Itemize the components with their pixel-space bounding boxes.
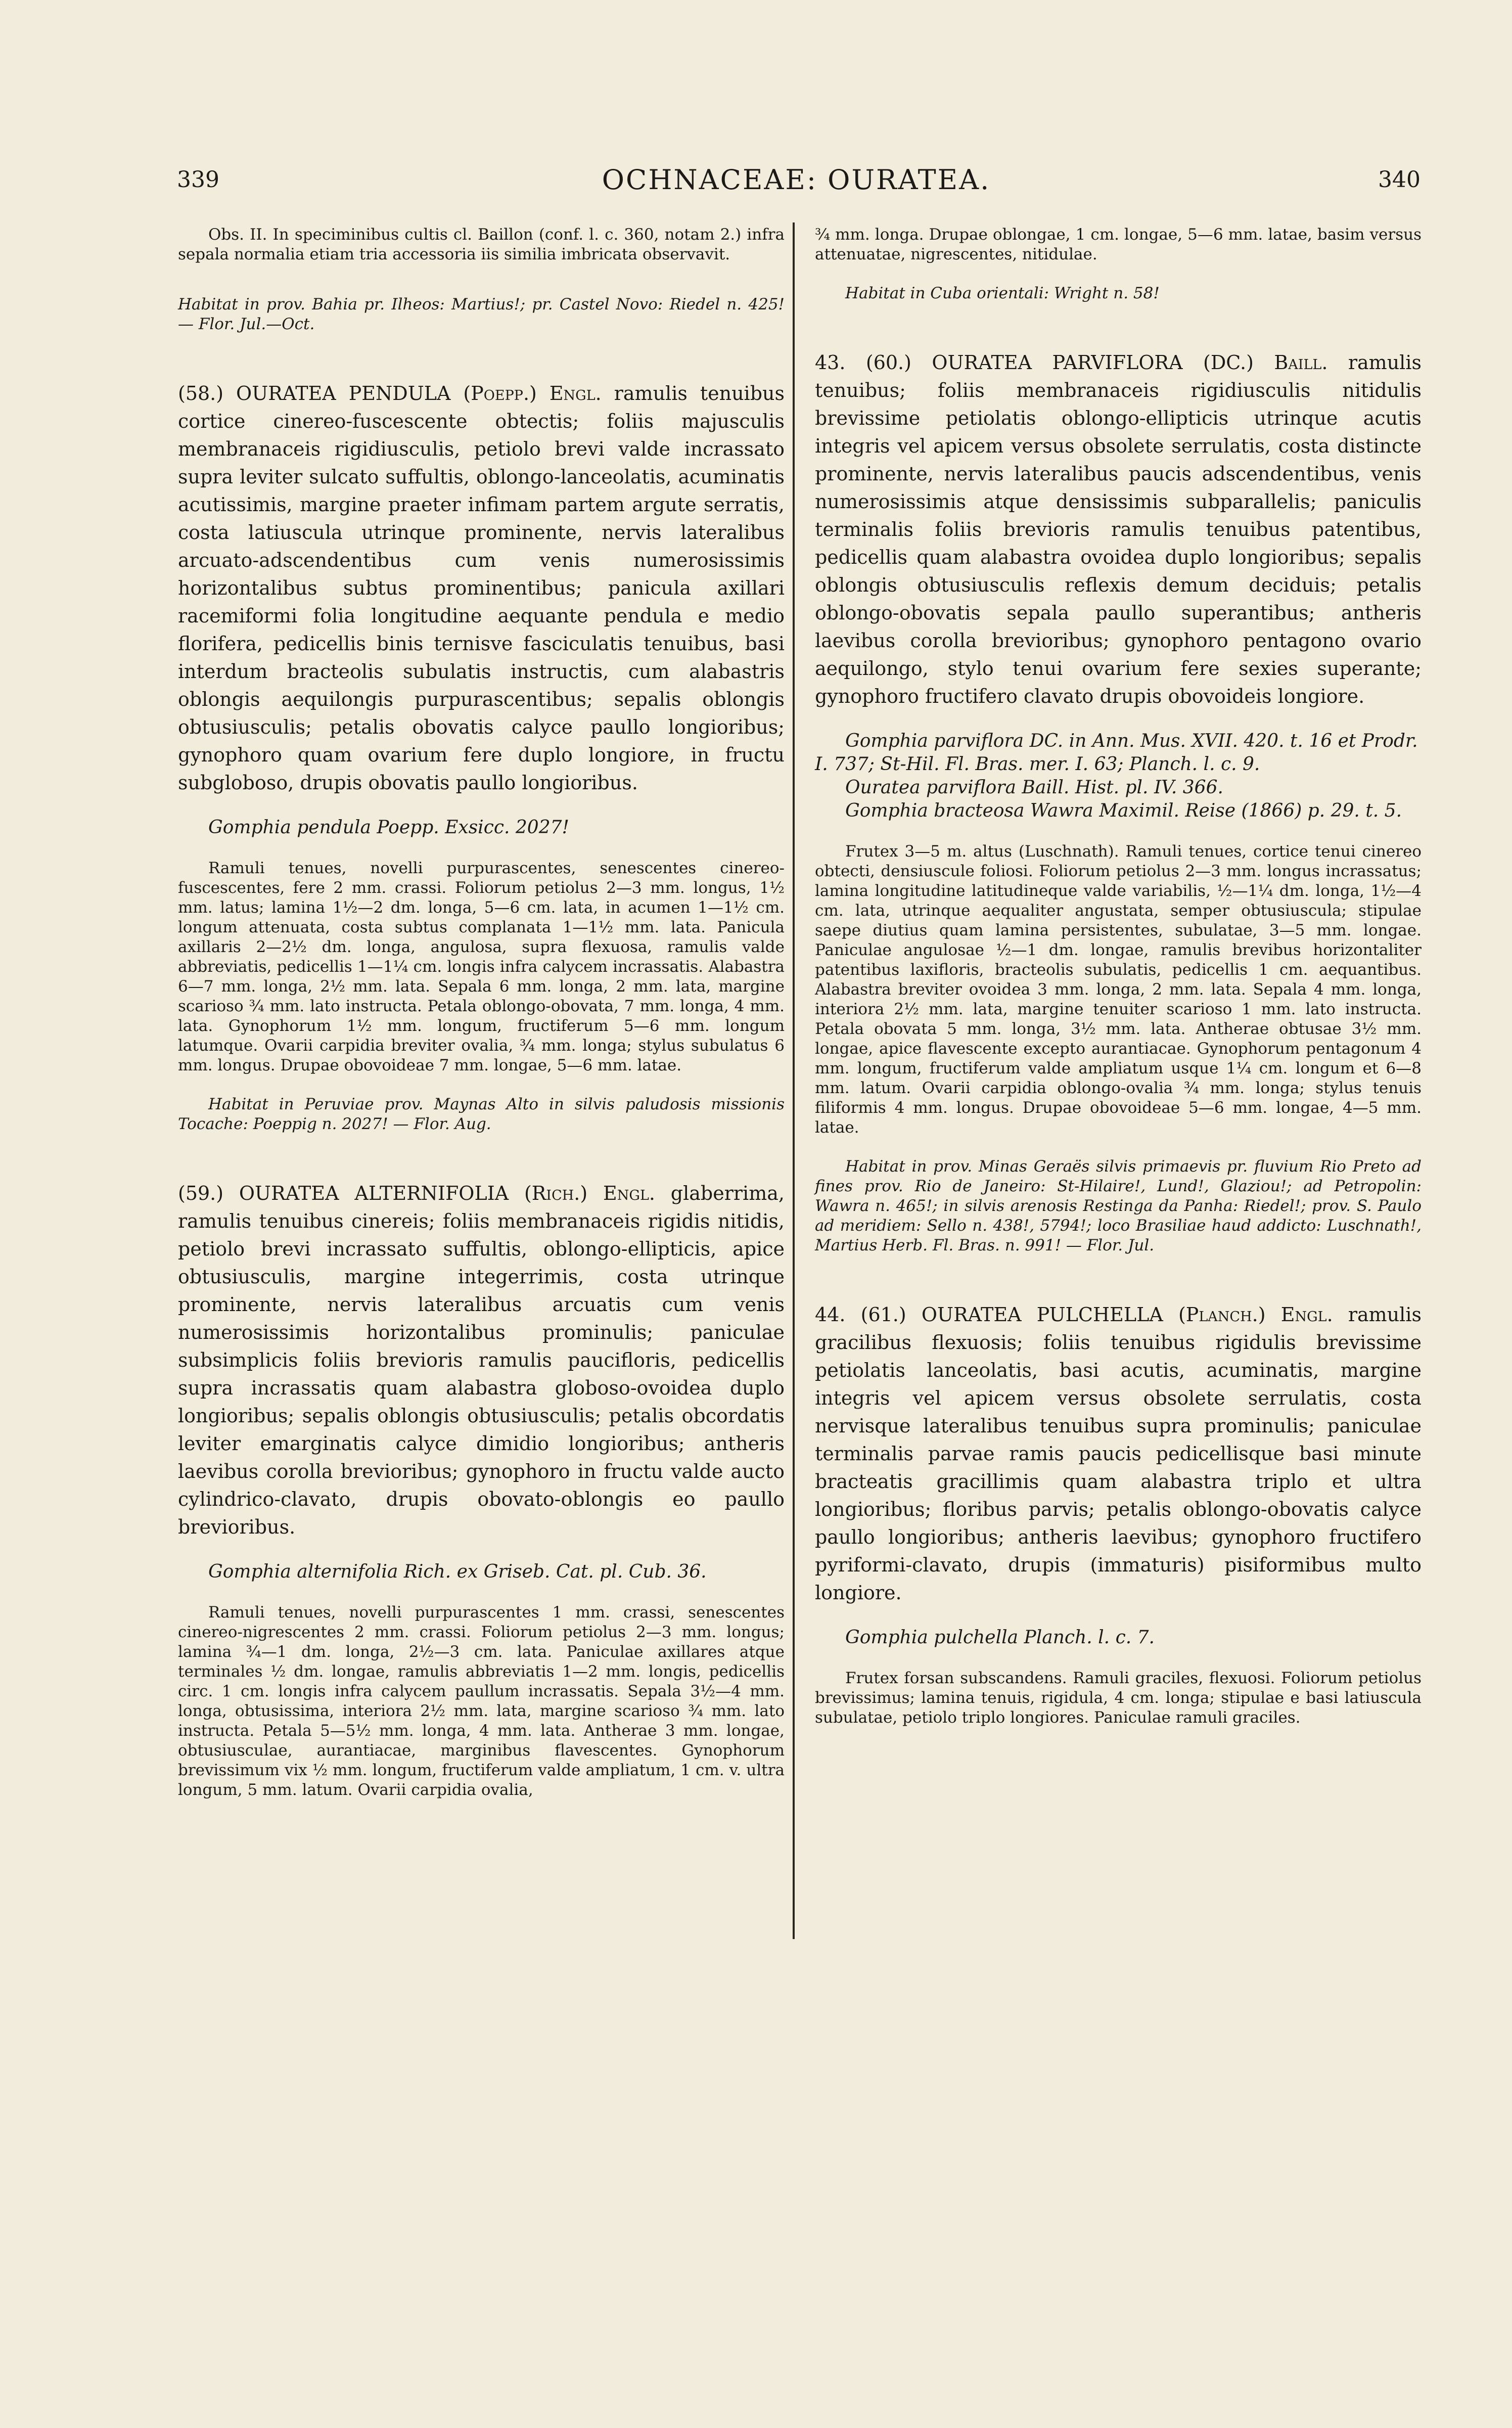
species-43-details: Frutex 3—5 m. altus (Luschnath). Ramuli tenues, cortice tenui cinereo obtecti, densiuscule foliosi. Foliorum petiolus 2—3 mm. longus incrassatus; lamina longitudine latitudineque valde variabilis, ½—1¼ dm. longa, 1½—4 cm. lata, utrinque aequaliter angustata, semper obtusiuscula; stipulae saepe diutius quam lamina persistentes, subulatae, 3—5 mm. longae. Paniculae angulosae ½—1 dm. longae, ramulis brevibus horizontaliter patentibus laxifloris, bracteolis subulatis, pedicellis 1 cm. aequantibus. Alabastra breviter ovoidea 3 mm. longa, 2 mm. lata. Sepala 4 mm. longa, interiora 2½ mm. lata, margine tenuiter scarioso 1 mm. lato instructa. Petala obovata 5 mm. longa, 3½ mm. lata. Antherae obtusae 3½ mm. longae, apice flavescente excepto aurantiacae. Gynophorum pentagonum 4 mm. longum, fructiferum valde ampliatum usque 1¼ cm. longum et 6—8 mm. latum. Ovarii carpidia oblongo-ovalia ¾ mm. longa; stylus tenuis filiformis 4 mm. longus. Drupae obovoideae 5—6 mm. longae, 4—5 mm. latae. [815, 842, 1422, 1137]
species-43-diagnosis: ramulis tenuibus; foliis membranaceis rigidiusculis nitidulis brevissime petiolatis oblongo-ellipticis utrinque acutis integris vel apicem versus obsolete serrulatis, costa distincte prominente, nervis lateralibus paucis adscendentibus, venis numerosissimis atque densissimis subparallelis; paniculis terminalis foliis brevioris ramulis tenuibus patentibus, pedicellis quam alabastra ovoidea duplo longioribus; sepalis oblongis obtusiusculis reflexis demum deciduis; petalis oblongo-obovatis sepala paullo superantibus; antheris laevibus corolla brevioribus; gynophoro pentagono ovario aequilongo, stylo tenui ovarium fere sexies superante; gynophoro fructifero clavato drupis obovoideis longiore. [815, 351, 1422, 707]
page-header [172, 164, 1421, 207]
species-43-synonym-2: Ouratea parviflora Baill. Hist. pl. IV. 366. [845, 777, 1223, 798]
observation-note: Obs. II. In speciminibus cultis cl. Baillon (conf. l. c. 360, notam 2.) infra sepala normalia etiam tria accessoria iis similia imbricata observavit. [178, 226, 785, 263]
species-44-synonym: Gomphia pulchella Planch. l. c. 7. [845, 1627, 1155, 1648]
page-number-right: 340 [1378, 167, 1421, 193]
species-58-diagnosis: ramulis tenuibus cortice cinereo-fuscescente obtectis; foliis majusculis membranaceis rigidiusculis, petiolo brevi valde incrassato supra leviter sulcato suffultis, oblongo-lanceolatis, acuminatis acutissimis, margine praeter infimam partem argute serratis, costa latiuscula utrinque prominente, nervis lateralibus arcuato-adscendentibus cum venis numerosissimis horizontalibus subtus prominentibus; panicula axillari racemiformi folia longitudine aequante pendula e medio florifera, pedicellis binis ternisve fasciculatis tenuibus, basi interdum bracteolis subulatis instructis, cum alabastris oblongis aequilongis purpurascentibus; sepalis oblongis obtusiusculis; petalis obovatis calyce paullo longioribus; gynophoro quam ovarium fere duplo longiore, in fructu subgloboso, drupis obovatis paullo longioribus. [178, 382, 785, 794]
species-59-details: Ramuli tenues, novelli purpurascentes 1 mm. crassi, senescentes cinereo-nigrescentes 2 mm. crassi. Foliorum petiolus 2—3 mm. longus; lamina ¾—1 dm. longa, 2½—3 cm. lata. Paniculae axillares atque terminales ½ dm. longae, ramulis abbreviatis 1—2 mm. longis, pedicellis circ. 1 cm. longis infra calycem paullum incrassatis. Sepala 3½—4 mm. longa, obtusissima, interiora 2½ mm. lata, margine scarioso ¾ mm. lato instructa. Petala 5—5½ mm. longa, 4 mm. lata. Antherae 3 mm. longae, obtusiusculae, aurantiacae, marginibus flavescentes. Gynophorum brevissimum vix ½ mm. longum, fructiferum valde ampliatum, 1 cm. v. ultra longum, 5 mm. latum. Ovarii carpidia ovalia, [178, 1603, 785, 1799]
species-43-synonym-3: Gomphia bracteosa Wawra Maximil. Reise (1866) p. 29. t. 5. [845, 800, 1402, 821]
species-43-synonym-1: Gomphia parviflora DC. in Ann. Mus. XVII. 420. t. 16 et Prodr. I. 737; St-Hil. Fl. Bras. mer. I. 63; Planch. l. c. 9. [815, 731, 1418, 775]
species-44-diagnosis: ramulis gracilibus flexuosis; foliis tenuibus rigidulis brevissime petiolatis lanceolatis, basi acutis, acuminatis, margine integris vel apicem versus obsolete serrulatis, costa nervisque lateralibus tenuibus supra prominulis; paniculae terminalis parvae ramis paucis pedicellisque basi minute bracteatis gracillimis quam alabastra triplo et ultra longioribus; floribus parvis; petalis oblongo-obovatis calyce paullo longioribus; antheris laevibus; gynophoro fructifero pyriformi-clavato, drupis (immaturis) pisiformibus multo longiore. [815, 1303, 1422, 1604]
species-43-heading: 43. (60.) OURATEA PARVIFLORA (DC.) Baill. [815, 351, 1328, 374]
species-58-description [178, 380, 785, 797]
species-59-diagnosis: glaberrima, ramulis tenuibus cinereis; foliis membranaceis rigidis nitidis, petiolo brevi incrassato suffultis, oblongo-ellipticis, apice obtusiusculis, margine integerrimis, costa utrinque prominente, nervis lateralibus arcuatis cum venis numerosissimis horizontalibus prominulis; paniculae subsimplicis foliis brevioris ramulis paucifloris, pedicellis supra incrassatis quam alabastra globoso-ovoidea duplo longioribus; sepalis oblongis obtusiusculis; petalis obcordatis leviter emarginatis calyce dimidio longioribus; antheris laevibus corolla brevioribus; gynophoro in fructu valde aucto cylindrico-clavato, drupis obovato-oblongis eo paullo brevioribus. [178, 1182, 785, 1538]
species-43-habitat: Habitat in prov. Minas Geraës silvis primaevis pr. fluvium Rio Preto ad fines prov. Rio de Janeiro: St-Hilaire!, Lund!, Glaziou!; ad Petropolin: Wawra n. 465!; in silvis arenosis Restinga da Panha: Riedel!; prov. S. Paulo ad meridiem: Sello n. 438!, 5794!; loco Brasiliae haud addicto: Luschnath!, Martius Herb. Fl. Bras. n. 991! — Flor. Jul. [815, 1157, 1422, 1254]
species-58-synonym: Gomphia pendula Poepp. Exsicc. 2027! [208, 817, 569, 838]
species-44-description [815, 1301, 1422, 1607]
species-43-description [815, 349, 1422, 710]
running-title: OCHNACEAE: OURATEA. [602, 164, 991, 196]
habitat-paragraph: Habitat in prov. Bahia pr. Ilheos: Martius!; pr. Castel Novo: Riedel n. 425! — Flor. Jul.—Oct. [178, 295, 785, 333]
right-column [815, 225, 1422, 1728]
column-divider [793, 222, 795, 1939]
page-number-left: 339 [177, 167, 219, 193]
species-44-heading: 44. (61.) OURATEA PULCHELLA (Planch.) Engl. [815, 1303, 1333, 1326]
left-column [178, 225, 785, 1800]
habitat-cuba: Habitat in Cuba orientali: Wright n. 58! [845, 284, 1160, 302]
species-58-habitat: Habitat in Peruviae prov. Maynas Alto in silvis paludosis missionis Tocache: Poeppig n. 2027! — Flor. Aug. [178, 1095, 785, 1133]
species-59-synonym: Gomphia alternifolia Rich. ex Griseb. Cat. pl. Cub. 36. [208, 1561, 707, 1582]
species-59-heading: (59.) OURATEA ALTERNIFOLIA (Rich.) Engl. [178, 1182, 655, 1204]
species-58-heading: (58.) OURATEA PENDULA (Poepp.) Engl. [178, 382, 602, 404]
species-59-description [178, 1180, 785, 1541]
species-44-details: Frutex forsan subscandens. Ramuli graciles, flexuosi. Foliorum petiolus brevissimus; lamina tenuis, rigidula, 4 cm. longa; stipulae e basi latiuscula subulatae, petiolo triplo longiores. Paniculae ramuli graciles. [815, 1669, 1422, 1727]
continued-details: ¾ mm. longa. Drupae oblongae, 1 cm. longae, 5—6 mm. latae, basim versus attenuatae, nigrescentes, nitidulae. [815, 226, 1422, 263]
species-58-details: Ramuli tenues, novelli purpurascentes, senescentes cinereo-fuscescentes, fere 2 mm. crassi. Foliorum petiolus 2—3 mm. longus, 1½ mm. latus; lamina 1½—2 dm. longa, 5—6 cm. lata, in acumen 1—1½ cm. longum attenuata, costa subtus complanata 1—1½ mm. lata. Panicula axillaris 2—2½ dm. longa, angulosa, supra flexuosa, ramulis valde abbreviatis, pedicellis 1—1¼ cm. longis infra calycem incrassatis. Alabastra 6—7 mm. longa, 2½ mm. lata. Sepala 6 mm. longa, 2 mm. lata, margine scarioso ¾ mm. lato instructa. Petala oblongo-obovata, 7 mm. longa, 4 mm. lata. Gynophorum 1½ mm. longum, fructiferum 5—6 mm. longum latumque. Ovarii carpidia breviter ovalia, ¾ mm. longa; stylus subulatus 6 mm. longus. Drupae obovoideae 7 mm. longae, 5—6 mm. latae. [178, 859, 785, 1074]
